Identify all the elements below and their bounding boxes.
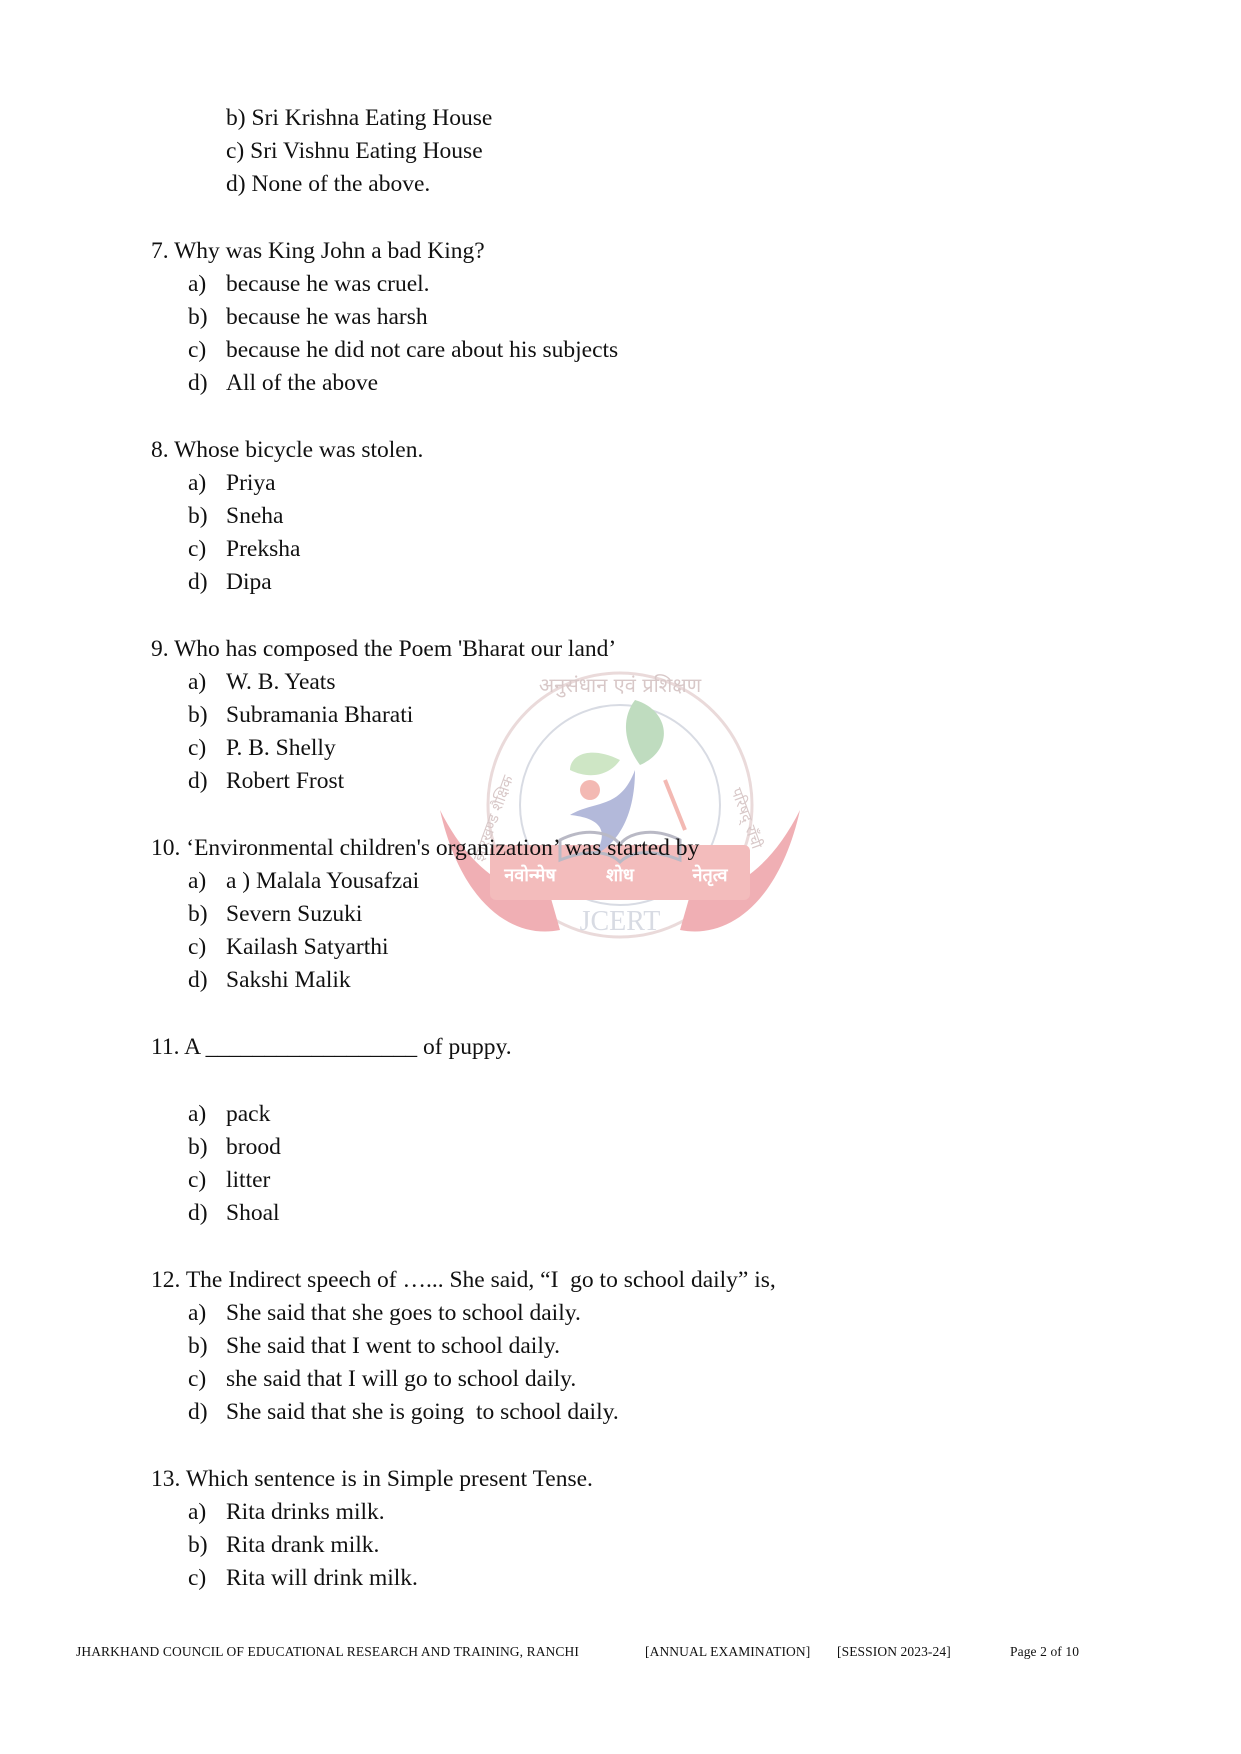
- option-letter: d): [188, 1399, 208, 1425]
- question-10: [151, 833, 699, 863]
- watermark-ribbon-right: [680, 810, 800, 932]
- jcert-watermark-logo: [420, 640, 820, 1020]
- option-text: She said that I went to school daily.: [226, 1333, 560, 1359]
- option-text: Sneha: [226, 503, 284, 529]
- option-text: Rita drank milk.: [226, 1532, 380, 1558]
- option-text: pack: [226, 1101, 271, 1127]
- question-text: A __________________ of puppy.: [184, 1034, 512, 1060]
- question-text: Who has composed the Poem 'Bharat our land’: [174, 636, 617, 662]
- option-letter: a): [188, 1101, 207, 1127]
- question-13: [151, 1464, 593, 1494]
- question-11: [151, 1032, 512, 1062]
- option-letter: a): [188, 1499, 207, 1525]
- option-text: because he was cruel.: [226, 271, 430, 297]
- option-text: She said that she is going to school daily.: [226, 1399, 619, 1425]
- option-letter: a): [188, 868, 207, 894]
- option-letter: a): [188, 470, 207, 496]
- carryover-option: d) None of the above.: [226, 171, 431, 197]
- option-letter: c): [188, 536, 207, 562]
- option-text: Robert Frost: [226, 768, 345, 794]
- option-letter: c): [188, 1167, 207, 1193]
- option-letter: d): [188, 370, 208, 396]
- option-letter: a): [188, 271, 207, 297]
- option-text: because he was harsh: [226, 304, 428, 330]
- question-text: ‘Environmental children's organization’ was started by: [186, 835, 700, 861]
- option-text: Sakshi Malik: [226, 967, 351, 993]
- question-number: 11.: [151, 1034, 180, 1060]
- question-text: Whose bicycle was stolen.: [174, 437, 424, 463]
- option-letter: d): [188, 967, 208, 993]
- option-text: Subramania Bharati: [226, 702, 414, 728]
- option-letter: b): [188, 503, 208, 529]
- option-text: Rita drinks milk.: [226, 1499, 385, 1525]
- question-number: 8.: [151, 437, 169, 463]
- footer-exam: [ANNUAL EXAMINATION]: [645, 1644, 811, 1659]
- watermark-ribbon-word-3: नेतृत्व: [692, 865, 728, 886]
- option-letter: d): [188, 569, 208, 595]
- option-letter: b): [188, 304, 208, 330]
- option-text: Rita will drink milk.: [226, 1565, 418, 1591]
- footer-org: JHARKHAND COUNCIL OF EDUCATIONAL RESEARCH AND TRAINING, RANCHI: [76, 1644, 579, 1659]
- option-letter: a): [188, 669, 207, 695]
- watermark-hindi-right: परिषद् राँची: [727, 785, 766, 852]
- option-text: brood: [226, 1134, 281, 1160]
- watermark-figure-head-icon: [580, 780, 600, 800]
- option-letter: b): [188, 1333, 208, 1359]
- watermark-leaf-icon: [626, 700, 664, 765]
- option-letter: c): [188, 934, 207, 960]
- option-letter: c): [188, 735, 207, 761]
- option-text: a ) Malala Yousafzai: [226, 868, 420, 894]
- watermark-ring-inner: [520, 705, 720, 905]
- option-letter: b): [188, 1134, 208, 1160]
- option-text: All of the above: [226, 370, 379, 396]
- watermark-hindi-left: झारखण्ड शैक्षिक: [469, 772, 518, 864]
- question-text: Why was King John a bad King?: [174, 238, 485, 264]
- question-number: 10.: [151, 835, 181, 861]
- option-text: W. B. Yeats: [226, 669, 336, 695]
- option-text: Severn Suzuki: [226, 901, 363, 927]
- watermark-ribbon-left: [440, 810, 560, 932]
- question-number: 9.: [151, 636, 169, 662]
- option-text: P. B. Shelly: [226, 735, 336, 761]
- carryover-option: b) Sri Krishna Eating House: [226, 105, 493, 131]
- question-12: [151, 1265, 776, 1295]
- option-text: Priya: [226, 470, 276, 496]
- watermark-ribbon-word-2: शोध: [606, 865, 634, 886]
- option-letter: d): [188, 768, 208, 794]
- watermark-hindi-top: अनुसंधान एवं प्रशिक्षण: [538, 673, 702, 697]
- question-text: The Indirect speech of …... She said, “I go to school daily” is,: [185, 1267, 776, 1293]
- option-text: Preksha: [226, 536, 301, 562]
- carryover-option: c) Sri Vishnu Eating House: [226, 138, 483, 164]
- watermark-pen-icon: [665, 780, 685, 830]
- footer-page-number: Page 2 of 10: [1010, 1644, 1080, 1659]
- question-number: 13.: [151, 1466, 181, 1492]
- watermark-ribbon-word-1: नवोन्मेष: [504, 865, 556, 886]
- option-text: Kailash Satyarthi: [226, 934, 389, 960]
- question-7: [151, 236, 485, 266]
- option-letter: c): [188, 1366, 207, 1392]
- option-letter: b): [188, 702, 208, 728]
- question-number: 12.: [151, 1267, 181, 1293]
- question-number: 7.: [151, 238, 169, 264]
- watermark-name: JCERT: [579, 906, 661, 937]
- question-8: [151, 435, 423, 465]
- watermark-ring-outer: [488, 673, 752, 937]
- option-letter: b): [188, 901, 208, 927]
- option-text: because he did not care about his subjects: [226, 337, 619, 363]
- option-text: Dipa: [226, 569, 272, 595]
- option-letter: c): [188, 1565, 207, 1591]
- footer-session: [SESSION 2023-24]: [837, 1644, 951, 1659]
- watermark-leaf-icon-2: [570, 753, 620, 776]
- option-letter: b): [188, 1532, 208, 1558]
- option-letter: d): [188, 1200, 208, 1226]
- option-letter: a): [188, 1300, 207, 1326]
- question-text: Which sentence is in Simple present Tense.: [185, 1466, 593, 1492]
- question-9: [151, 634, 616, 664]
- option-text: she said that I will go to school daily.: [226, 1366, 577, 1392]
- option-text: Shoal: [226, 1200, 280, 1226]
- option-text: She said that she goes to school daily.: [226, 1300, 581, 1326]
- option-text: litter: [226, 1167, 271, 1193]
- option-letter: c): [188, 337, 207, 363]
